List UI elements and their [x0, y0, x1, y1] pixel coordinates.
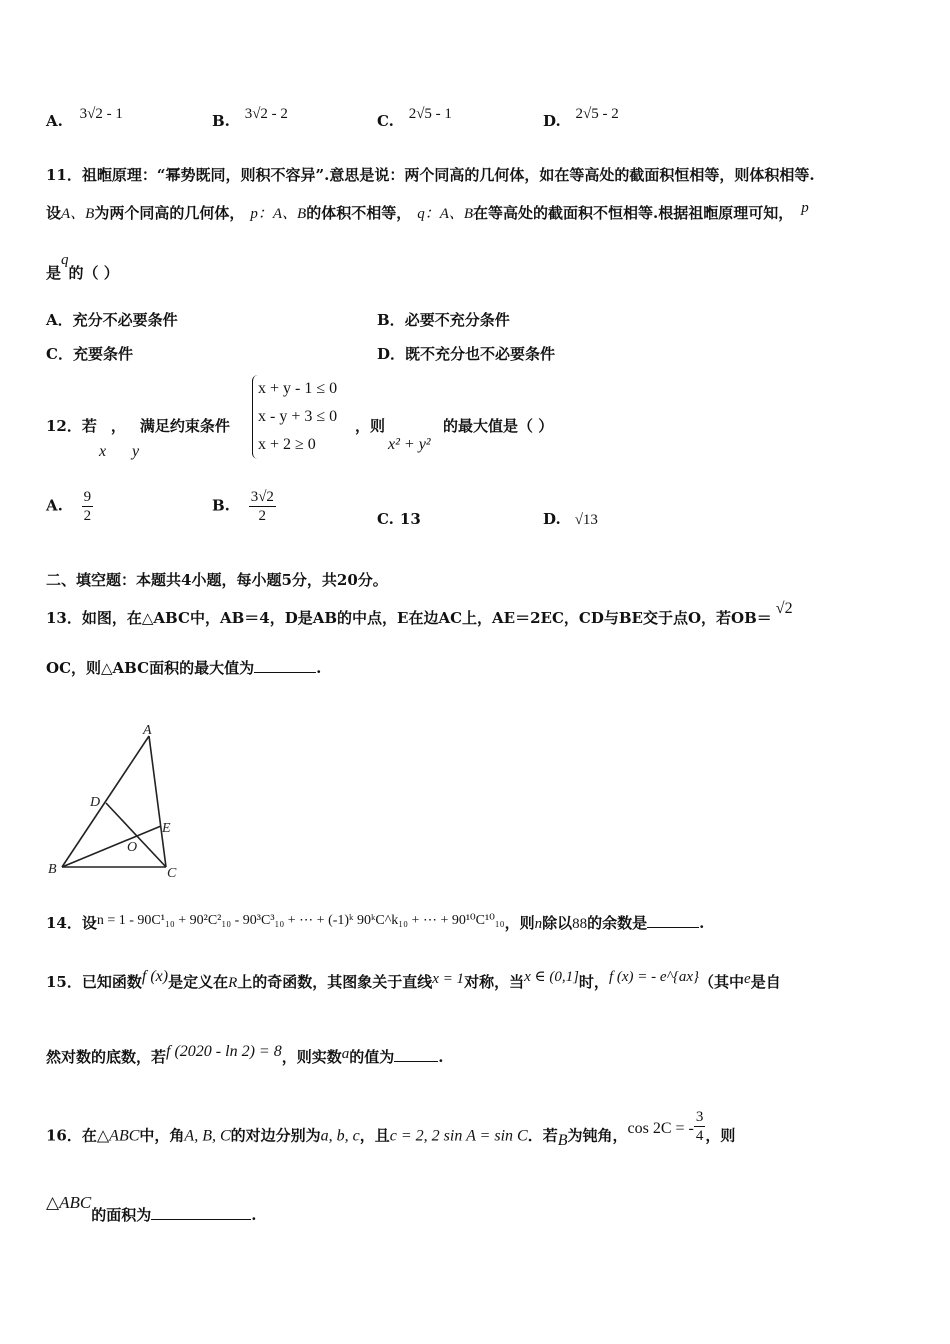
- vertex-label-o: O: [127, 840, 138, 855]
- q13-stem-line1: 13．如图，在△ABC中，AB＝4，D是AB的中点，E在边AC上，AE＝2EC，CD与BE交于点O，若OB＝√2: [46, 600, 793, 627]
- q16-stem-line2: △ABC的面积为 .: [46, 1193, 257, 1224]
- answer-blank[interactable]: [254, 672, 316, 673]
- q12-tail: 的最大值是（ ）: [443, 417, 554, 435]
- q15-stem-line2: 然对数的底数，若f (2020 - ln 2) = 8，则实数a的值为 .: [46, 1043, 444, 1066]
- fraction: $\frac{9}{2}$: [83, 489, 92, 524]
- vertex-label-e: E: [162, 821, 171, 836]
- constraint-2: x - y + 3 ≤ 0: [258, 408, 338, 425]
- q11-stem-line1: 11．祖暅原理：“幂势既同，则积不容异”.意思是说：两个同高的几何体，如在等高处的截面积恒相等，则体积相等.: [46, 166, 815, 184]
- q11-stem-line3: 是q的（ ）: [46, 252, 119, 282]
- q12-option-a: A. $\frac{9}{2}$: [46, 489, 92, 524]
- vertex-label-a: A: [143, 723, 152, 738]
- q11-option-c: C．充要条件: [46, 345, 133, 363]
- option-label: A.: [46, 112, 63, 130]
- q10-option-d: [543, 106, 619, 131]
- q12-option-b: B. $\frac{3√2}{2}$: [212, 489, 274, 524]
- option-value: 2√5 - 1: [408, 106, 452, 122]
- q14-stem: 14．设n = 1 - 90C¹₁₀ + 90²C²₁₀ - 90³C³₁₀ + ⋯ + (-1)ᵏ 90ᵏC^k₁₀ + ⋯ + 90¹⁰C¹⁰₁₀，则n除以88的余数是 .: [46, 913, 705, 932]
- q14-formula: n = 1 - 90C¹₁₀ + 90²C²₁₀ - 90³C³₁₀ + ⋯ + (-1)ᵏ 90ᵏC^k₁₀ + ⋯ + 90¹⁰C¹⁰₁₀: [96, 913, 505, 928]
- constraint-3: x + 2 ≥ 0: [258, 436, 316, 453]
- q12-var-y: y: [132, 443, 140, 460]
- q11-stem-line2: 设A、B为两个同高的几何体， p：A、B的体积不相等， q：A、B在等高处的截面积不恒相等.根据祖暅原理可知， p: [46, 200, 809, 222]
- section-heading: 二、填空题：本题共4小题，每小题5分，共20分。: [46, 571, 388, 589]
- answer-blank[interactable]: [394, 1061, 438, 1062]
- q11-option-a: A．充分不必要条件: [46, 311, 178, 329]
- answer-blank[interactable]: [647, 927, 699, 928]
- vertex-label-d: D: [90, 795, 101, 810]
- option-label: C.: [377, 112, 394, 130]
- q15-stem-line1: 15．已知函数f (x)是定义在R上的奇函数，其图象关于直线x = 1对称，当x ∈ (0,1]时，f (x) = - e^{ax}（其中e是自: [46, 968, 781, 991]
- fraction: $\frac{3}{4}$: [695, 1109, 704, 1144]
- option-label: D.: [543, 112, 561, 130]
- triangle-figure: [40, 720, 200, 885]
- q12-option-c: C. 13: [377, 510, 421, 528]
- q12-constraint-system: [252, 375, 337, 459]
- q10-option-a: [46, 106, 123, 131]
- vertex-label-c: C: [167, 866, 177, 881]
- option-value: 3√2 - 1: [79, 106, 123, 122]
- q10-option-c: [377, 106, 452, 131]
- q16-stem-line1: 16．在△ABC中，角A, B, C的对边分别为a, b, c，且c = 2, 2 sin A = sin C．若B为钝角，cos 2C = - $\frac{3}{4}$ ，则: [46, 1109, 736, 1149]
- q12-stem: 12．若 ， 满足约束条件: [46, 417, 230, 435]
- q12-target-expression: x² + y²: [388, 436, 431, 453]
- q11-option-b: B．必要不充分条件: [377, 311, 510, 329]
- vertex-label-b: B: [48, 862, 57, 877]
- q12-then: ，则: [355, 417, 386, 435]
- option-value: 3√2 - 2: [244, 106, 288, 122]
- q10-option-b: [212, 106, 288, 131]
- q12-option-d: D. √13: [543, 510, 598, 528]
- q12-var-x: x: [99, 443, 107, 460]
- q13-stem-line2: OC，则△ABC面积的最大值为 .: [46, 659, 322, 677]
- constraint-1: x + y - 1 ≤ 0: [258, 380, 338, 397]
- fraction: $\frac{3√2}{2}$: [250, 489, 274, 524]
- answer-blank[interactable]: [151, 1219, 251, 1220]
- option-value: 2√5 - 2: [575, 106, 619, 122]
- q11-option-d: D．既不充分也不必要条件: [377, 345, 556, 363]
- segment-cd: [106, 803, 166, 867]
- side-ac: [149, 736, 166, 867]
- option-label: B.: [212, 112, 230, 130]
